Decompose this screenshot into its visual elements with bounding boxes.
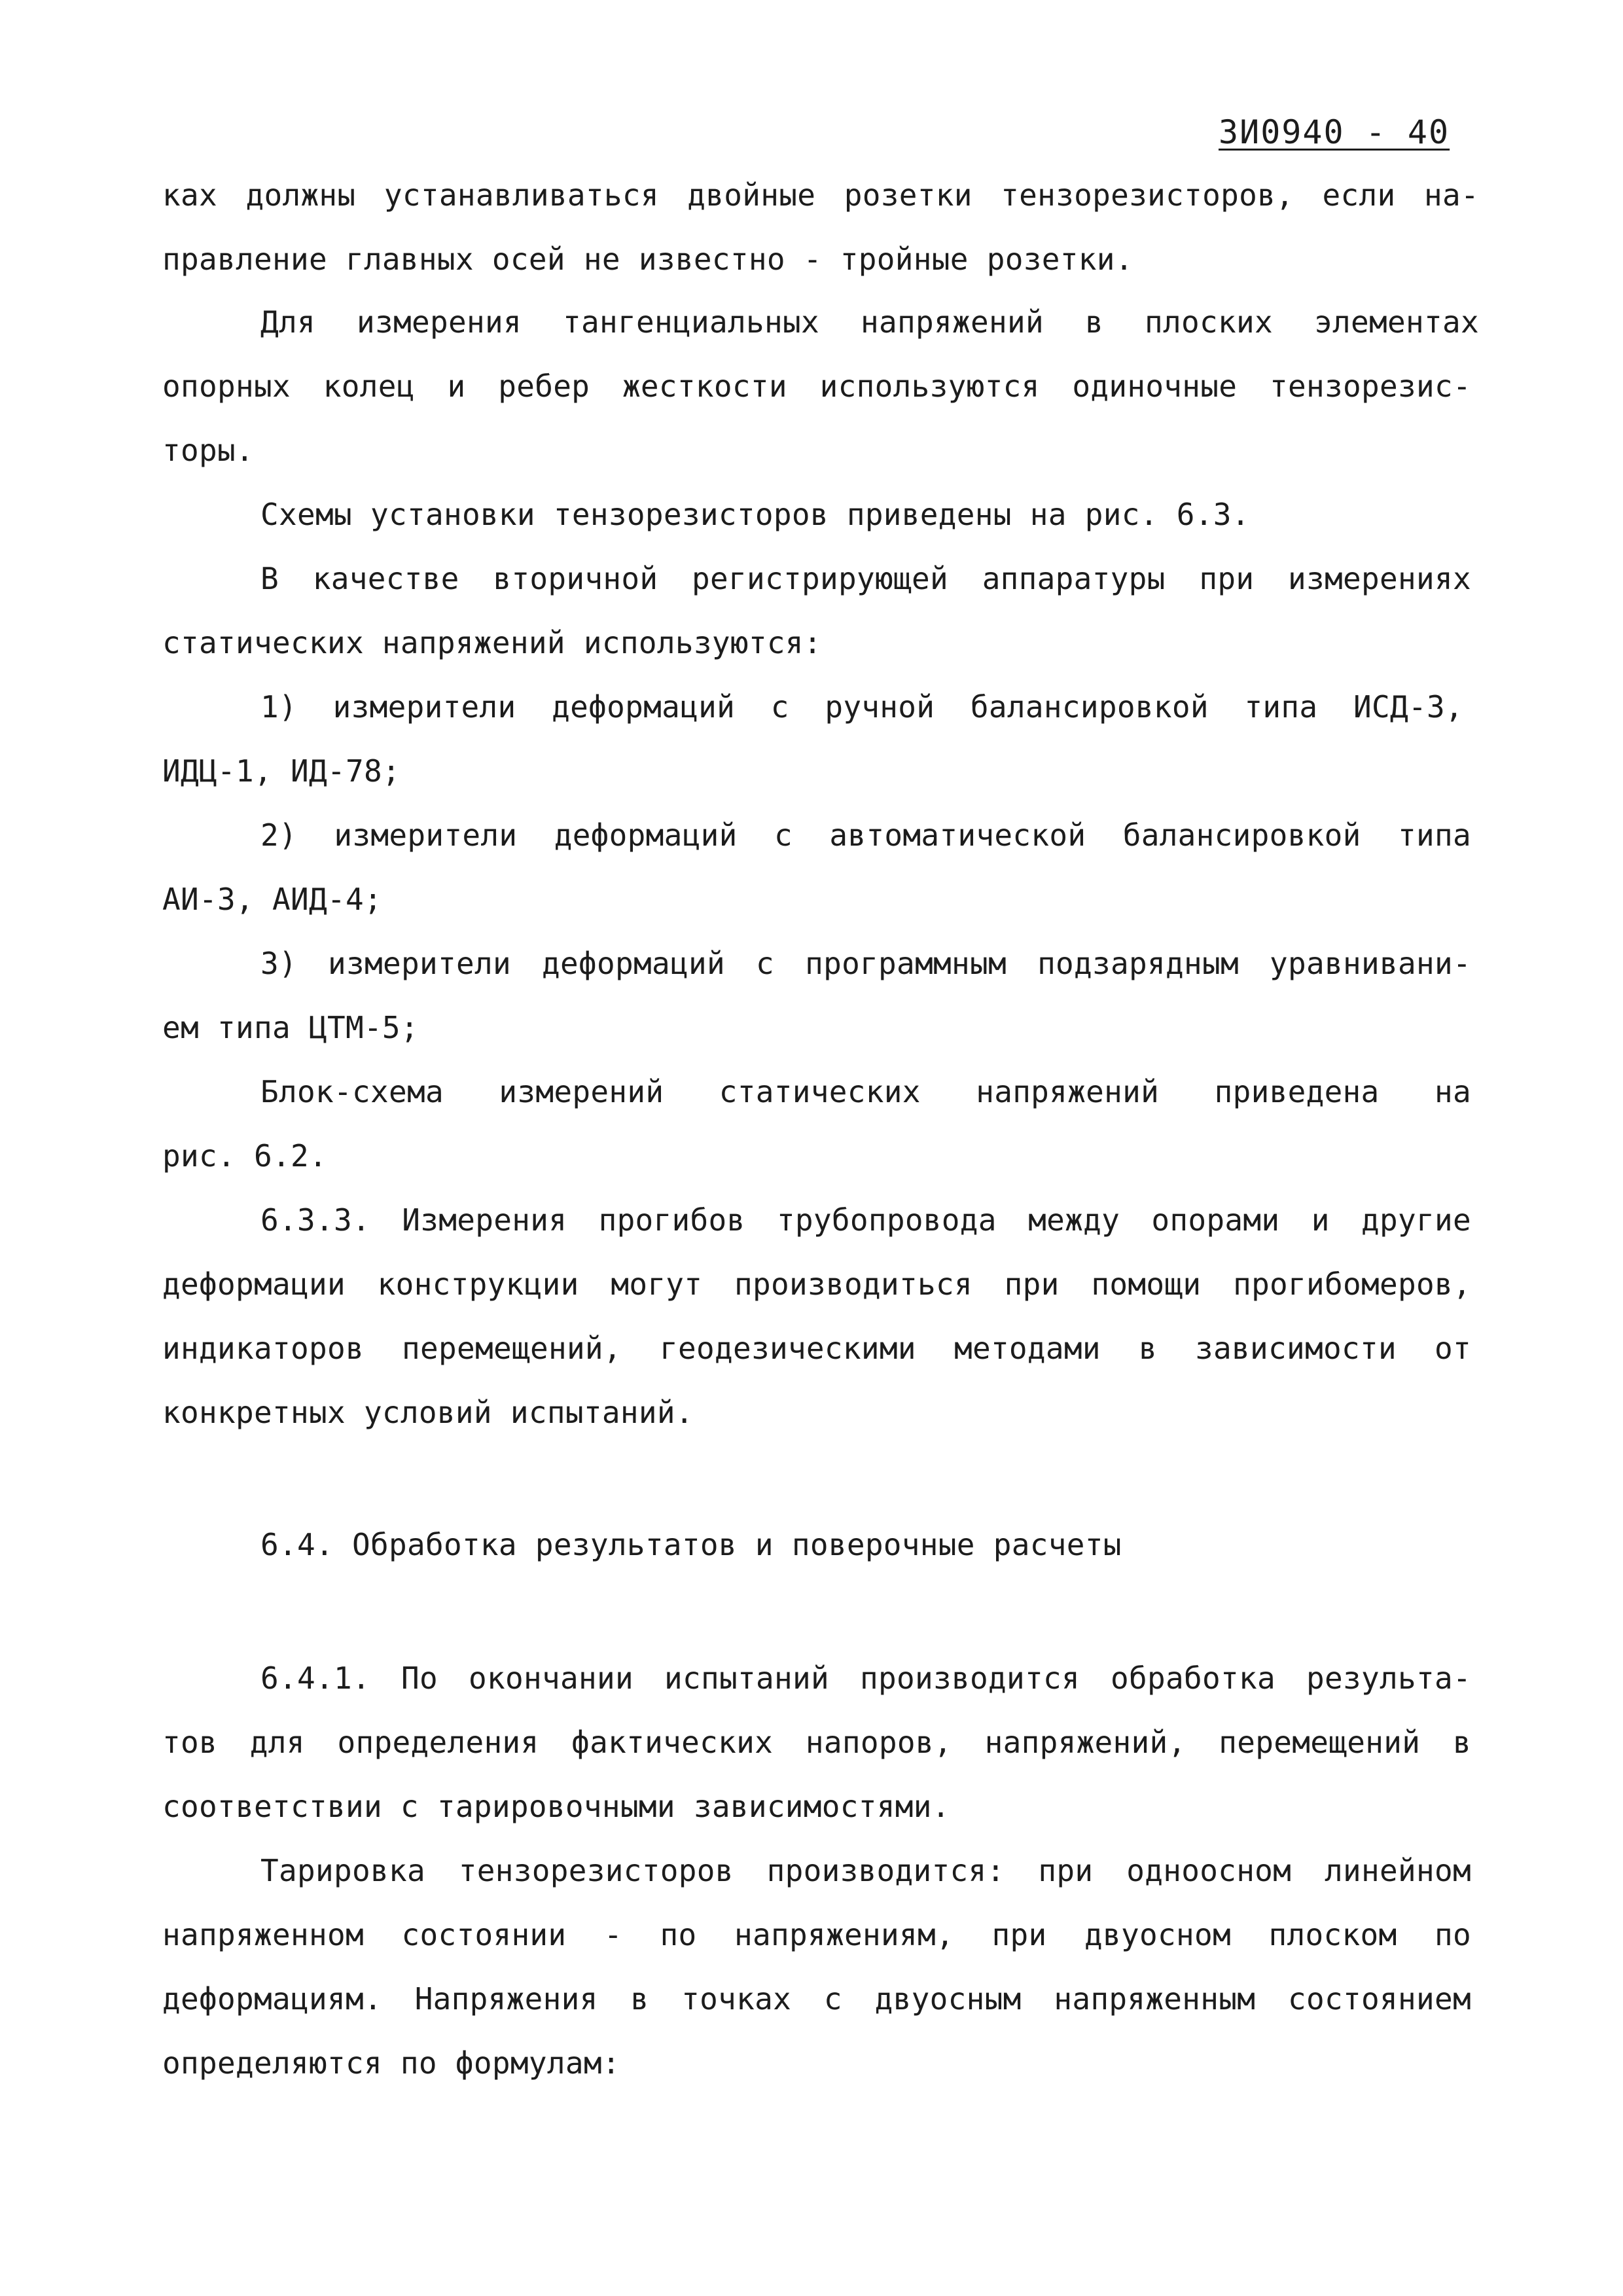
text-line: ем типа ЦТМ-5; [162,1010,419,1045]
section-heading: 6.4. Обработка результатов и поверочные расчеты [260,1527,1122,1562]
text-line: рис. 6.2. [162,1138,327,1174]
text-line: опорных колец и ребер жесткости используются одиночные тензорезис- [162,368,1471,404]
text-line: 6.3.3. Измерения прогибов трубопровода между опорами и другие [260,1202,1471,1238]
text-line: В качестве вторичной регистрирующей аппаратуры при измерениях [260,561,1471,596]
text-line: ИДЦ-1, ИД-78; [162,753,401,789]
text-line: АИ-3, АИД-4; [162,882,382,917]
text-line: деформациям. Напряжения в точках с двуосным напряженным состоянием [162,1981,1471,2017]
text-line: Схемы установки тензорезисторов приведены на рис. 6.3. [260,497,1250,532]
text-line: 6.4.1. По окончании испытаний производится обработка результа- [260,1660,1471,1696]
text-line: соответствии с тарировочными зависимостями. [162,1789,950,1824]
text-line: Тарировка тензорезисторов производится: при одноосном линейном [260,1853,1471,1888]
text-line: торы. [162,433,254,468]
text-line: 3) измерители деформаций с программным подзарядным уравнивани- [260,946,1471,981]
text-line: 1) измерители деформаций с ручной балансировкой типа ИСД-3, [260,689,1463,725]
text-line: Блок-схема измерений статических напряжений приведена на [260,1074,1471,1109]
text-line: деформации конструкции могут производиться при помощи прогибомеров, [162,1266,1471,1302]
text-line: Для измерения тангенциальных напряжений в плоских элементах [260,304,1479,340]
text-line: конкретных условий испытаний. [162,1395,694,1430]
text-line: индикаторов перемещений, геодезическими методами в зависимости от [162,1331,1471,1366]
document-number: ЗИ0940 - 40 [1219,113,1450,151]
text-line: тов для определения фактических напоров, напряжений, перемещений в [162,1725,1471,1760]
text-line: ках должны устанавливаться двойные розетки тензорезисторов, если на- [162,177,1479,213]
text-line: определяются по формулам: [162,2045,620,2081]
text-line: 2) измерители деформаций с автоматической балансировкой типа [260,817,1471,853]
text-line: статических напряжений используются: [162,625,822,660]
text-line: напряженном состоянии - по напряжениям, при двуосном плоском по [162,1917,1471,1952]
text-line: правление главных осей не известно - тройные розетки. [162,242,1133,277]
